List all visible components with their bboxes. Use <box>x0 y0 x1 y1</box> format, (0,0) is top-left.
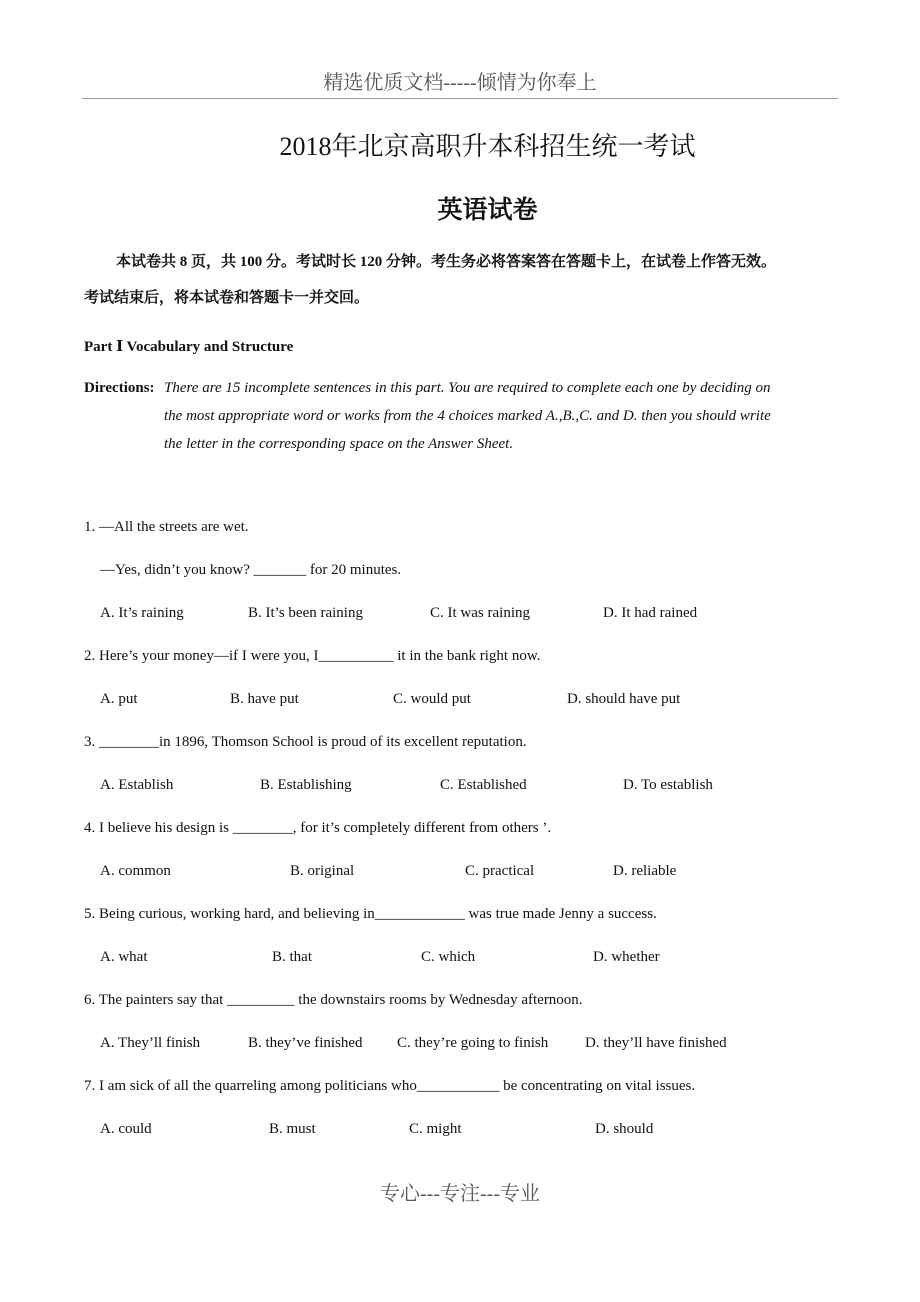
answer-option: D. It had rained <box>603 605 698 621</box>
answer-option: C. they’re going to finish <box>397 1035 549 1051</box>
answer-option: B. It’s been raining <box>248 605 363 621</box>
instruction-line: 考试结束后，将本试卷和答题卡一并交回。 <box>84 290 370 306</box>
directions-line: the most appropriate word or works from the 4 choices marked A.,B.,C. and D. then you should write <box>164 408 771 424</box>
answer-option: A. common <box>100 863 171 879</box>
page-footer: 专心---专注---专业 <box>380 1183 540 1205</box>
answer-option: C. which <box>421 949 476 965</box>
answer-option: A. It’s raining <box>100 605 184 621</box>
answer-option: A. put <box>100 691 138 707</box>
answer-option: C. It was raining <box>430 605 530 621</box>
directions-line: There are 15 incomplete sentences in this part. You are required to complete each one by deciding on <box>164 380 771 396</box>
answer-option: B. Establishing <box>260 777 352 793</box>
question-stem: 4. I believe his design is ________, for it’s completely different from others ’. <box>84 820 552 836</box>
question-stem: 2. Here’s your money—if I were you, I__________ it in the bank right now. <box>84 648 541 664</box>
answer-option: D. should <box>595 1121 654 1137</box>
question-stem: 3. ________in 1896, Thomson School is proud of its excellent reputation. <box>84 734 527 750</box>
answer-option: B. they’ve finished <box>248 1035 363 1051</box>
question-stem: —Yes, didn’t you know? _______ for 20 minutes. <box>100 562 402 578</box>
header-divider <box>82 98 838 99</box>
answer-option: D. they’ll have finished <box>585 1035 727 1051</box>
question-stem: 5. Being curious, working hard, and believing in____________ was true made Jenny a success. <box>84 906 657 922</box>
question-stem: 6. The painters say that _________ the downstairs rooms by Wednesday afternoon. <box>84 992 583 1008</box>
exam-title: 2018年北京高职升本科招生统一考试 <box>279 132 696 161</box>
answer-option: B. must <box>269 1121 316 1137</box>
exam-subtitle: 英语试卷 <box>437 197 538 224</box>
instruction-line: 本试卷共 8 页，共 100 分。考试时长 120 分钟。考生务必将答案答在答题卡上，在试卷上作答无效。 <box>116 254 777 270</box>
directions-label: Directions: <box>84 380 155 396</box>
answer-option: B. original <box>290 863 355 879</box>
answer-option: C. might <box>409 1121 462 1137</box>
answer-option: C. Established <box>440 777 527 793</box>
answer-option: D. whether <box>593 949 660 965</box>
directions-line: the letter in the corresponding space on the Answer Sheet. <box>164 436 514 452</box>
answer-option: A. Establish <box>100 777 174 793</box>
answer-option: A. what <box>100 949 148 965</box>
page-header: 精选优质文档-----倾情为你奉上 <box>323 72 597 94</box>
answer-option: C. would put <box>393 691 471 707</box>
answer-option: A. They’ll finish <box>100 1035 201 1051</box>
answer-option: D. To establish <box>623 777 713 793</box>
question-stem: 1. —All the streets are wet. <box>84 519 249 535</box>
answer-option: B. that <box>272 949 312 965</box>
part-title: Part Ⅰ Vocabulary and Structure <box>84 339 294 355</box>
answer-option: D. reliable <box>613 863 677 879</box>
answer-option: A. could <box>100 1121 152 1137</box>
question-stem: 7. I am sick of all the quarreling among politicians who___________ be concentrating on vital issues. <box>84 1078 696 1094</box>
answer-option: B. have put <box>230 691 299 707</box>
answer-option: D. should have put <box>567 691 681 707</box>
answer-option: C. practical <box>465 863 535 879</box>
